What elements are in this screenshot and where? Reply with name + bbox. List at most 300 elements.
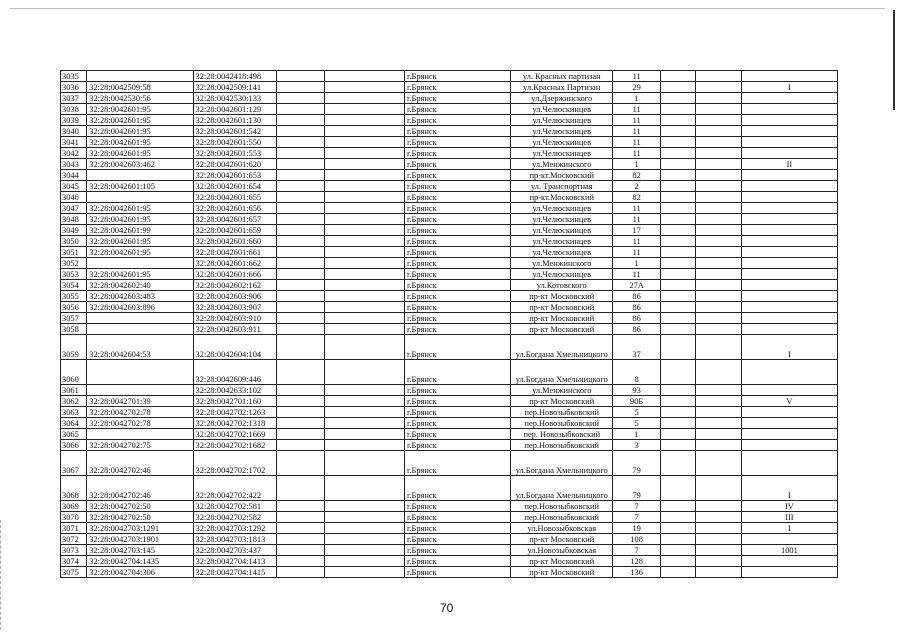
registry-table-container: [60, 70, 838, 578]
empty-cell: [696, 440, 742, 451]
empty-cell: [277, 556, 325, 567]
row-number-cell: 3070: [61, 512, 87, 523]
cadastral-number-cell: 32:28:0042702:422: [193, 476, 277, 501]
category-cell: [741, 291, 837, 302]
row-number-cell: 3045: [61, 181, 87, 192]
category-cell: [741, 236, 837, 247]
street-cell: ул.Богдана Хмельницкого: [511, 360, 613, 385]
parent-cadastral-cell: 32:28:0042702:46: [87, 451, 193, 476]
empty-cell: [277, 192, 325, 203]
city-cell: г.Брянск: [404, 104, 510, 115]
category-cell: [741, 203, 837, 214]
empty-cell: [660, 429, 695, 440]
parent-cadastral-cell: 32:28:0042703:1291: [87, 523, 193, 534]
street-cell: ул.Богдана Хмельницкого: [511, 451, 613, 476]
parent-cadastral-cell: 32:28:0042702:75: [87, 440, 193, 451]
empty-cell: [325, 192, 405, 203]
empty-cell: [660, 440, 695, 451]
category-cell: [741, 567, 837, 578]
category-cell: [741, 407, 837, 418]
empty-cell: [277, 302, 325, 313]
parent-cadastral-cell: [87, 385, 193, 396]
street-cell: пр-кт Московский: [511, 567, 613, 578]
empty-cell: [277, 170, 325, 181]
empty-cell: [660, 291, 695, 302]
empty-cell: [277, 181, 325, 192]
empty-cell: [696, 324, 742, 335]
street-cell: пр-кт Московский: [511, 313, 613, 324]
house-number-cell: 7: [613, 545, 661, 556]
row-number-cell: 3035: [61, 71, 87, 82]
cadastral-number-cell: 32:28:0042703:437: [193, 545, 277, 556]
row-number-cell: 3036: [61, 82, 87, 93]
empty-cell: [660, 170, 695, 181]
table-row: [61, 302, 838, 313]
street-cell: ул.Дзержинского: [511, 93, 613, 104]
street-cell: пер.Новозыбковский: [511, 501, 613, 512]
empty-cell: [325, 93, 405, 104]
row-number-cell: 3049: [61, 225, 87, 236]
street-cell: ул.Новозыбковская: [511, 545, 613, 556]
city-cell: г.Брянск: [404, 324, 510, 335]
empty-cell: [325, 291, 405, 302]
category-cell: [741, 269, 837, 280]
empty-cell: [277, 82, 325, 93]
parent-cadastral-cell: 32:28:0042601:99: [87, 225, 193, 236]
cadastral-number-cell: 32:28:0042601:129: [193, 104, 277, 115]
cadastral-number-cell: 32:28:0042702:1682: [193, 440, 277, 451]
empty-cell: [696, 291, 742, 302]
empty-cell: [660, 93, 695, 104]
empty-cell: [277, 545, 325, 556]
cadastral-number-cell: 32:28:0042702:1702: [193, 451, 277, 476]
cadastral-number-cell: 32:28:0042702:582: [193, 512, 277, 523]
empty-cell: [660, 407, 695, 418]
empty-cell: [696, 335, 742, 360]
row-number-cell: 3046: [61, 192, 87, 203]
category-cell: [741, 115, 837, 126]
house-number-cell: 19: [613, 523, 661, 534]
city-cell: г.Брянск: [404, 203, 510, 214]
empty-cell: [277, 236, 325, 247]
city-cell: г.Брянск: [404, 71, 510, 82]
house-number-cell: 11: [613, 115, 661, 126]
parent-cadastral-cell: [87, 313, 193, 324]
category-cell: [741, 104, 837, 115]
category-cell: [741, 170, 837, 181]
empty-cell: [325, 126, 405, 137]
empty-cell: [325, 148, 405, 159]
city-cell: г.Брянск: [404, 385, 510, 396]
empty-cell: [277, 567, 325, 578]
city-cell: г.Брянск: [404, 534, 510, 545]
house-number-cell: 82: [613, 192, 661, 203]
street-cell: ул.Менжинского: [511, 159, 613, 170]
empty-cell: [660, 418, 695, 429]
row-number-cell: 3047: [61, 203, 87, 214]
city-cell: г.Брянск: [404, 360, 510, 385]
city-cell: г.Брянск: [404, 269, 510, 280]
empty-cell: [660, 214, 695, 225]
house-number-cell: 17: [613, 225, 661, 236]
house-number-cell: 86: [613, 324, 661, 335]
table-row: [61, 159, 838, 170]
empty-cell: [696, 104, 742, 115]
empty-cell: [325, 385, 405, 396]
cadastral-number-cell: 32:28:0042601:661: [193, 247, 277, 258]
street-cell: пер.Новозыбковский: [511, 407, 613, 418]
category-cell: III: [741, 512, 837, 523]
table-row: [61, 137, 838, 148]
empty-cell: [325, 567, 405, 578]
city-cell: г.Брянск: [404, 258, 510, 269]
empty-cell: [325, 418, 405, 429]
parent-cadastral-cell: 32:28:0042603:896: [87, 302, 193, 313]
empty-cell: [325, 269, 405, 280]
empty-cell: [696, 556, 742, 567]
empty-cell: [660, 512, 695, 523]
parent-cadastral-cell: 32:28:0042703:145: [87, 545, 193, 556]
house-number-cell: 11: [613, 71, 661, 82]
table-row: [61, 93, 838, 104]
empty-cell: [696, 236, 742, 247]
street-cell: ул.Челюскинцев: [511, 104, 613, 115]
city-cell: г.Брянск: [404, 501, 510, 512]
row-number-cell: 3053: [61, 269, 87, 280]
parent-cadastral-cell: 32:28:0042604:53: [87, 335, 193, 360]
row-number-cell: 3038: [61, 104, 87, 115]
table-row: [61, 335, 838, 360]
city-cell: г.Брянск: [404, 82, 510, 93]
table-row: [61, 324, 838, 335]
row-number-cell: 3040: [61, 126, 87, 137]
table-row: [61, 501, 838, 512]
house-number-cell: 128: [613, 556, 661, 567]
parent-cadastral-cell: 32:28:0042702:78: [87, 418, 193, 429]
house-number-cell: 86: [613, 291, 661, 302]
empty-cell: [277, 71, 325, 82]
cadastral-number-cell: 32:28:0042601:542: [193, 126, 277, 137]
table-row: [61, 258, 838, 269]
row-number-cell: 3062: [61, 396, 87, 407]
cadastral-number-cell: 32:28:0042601:660: [193, 236, 277, 247]
category-cell: V: [741, 396, 837, 407]
table-row: [61, 214, 838, 225]
city-cell: г.Брянск: [404, 236, 510, 247]
empty-cell: [277, 440, 325, 451]
row-number-cell: 3059: [61, 335, 87, 360]
table-row: [61, 556, 838, 567]
street-cell: ул.Котовского: [511, 280, 613, 291]
cadastral-number-cell: 32:28:0042703:1813: [193, 534, 277, 545]
empty-cell: [325, 137, 405, 148]
category-cell: [741, 324, 837, 335]
empty-cell: [660, 181, 695, 192]
city-cell: г.Брянск: [404, 567, 510, 578]
row-number-cell: 3042: [61, 148, 87, 159]
table-row: [61, 396, 838, 407]
city-cell: г.Брянск: [404, 313, 510, 324]
empty-cell: [277, 451, 325, 476]
table-row: [61, 148, 838, 159]
parent-cadastral-cell: 32:28:0042702:46: [87, 476, 193, 501]
empty-cell: [660, 476, 695, 501]
empty-cell: [325, 534, 405, 545]
row-number-cell: 3037: [61, 93, 87, 104]
category-cell: I: [741, 82, 837, 93]
empty-cell: [325, 225, 405, 236]
empty-cell: [325, 302, 405, 313]
parent-cadastral-cell: [87, 360, 193, 385]
table-row: [61, 104, 838, 115]
row-number-cell: 3055: [61, 291, 87, 302]
category-cell: [741, 302, 837, 313]
city-cell: г.Брянск: [404, 291, 510, 302]
street-cell: ул.Челюскинцев: [511, 236, 613, 247]
cadastral-number-cell: 32:28:0042704:1415: [193, 567, 277, 578]
parent-cadastral-cell: 32:28:0042704:1435: [87, 556, 193, 567]
city-cell: г.Брянск: [404, 545, 510, 556]
empty-cell: [660, 396, 695, 407]
row-number-cell: 3057: [61, 313, 87, 324]
category-cell: [741, 451, 837, 476]
empty-cell: [325, 181, 405, 192]
house-number-cell: 86: [613, 302, 661, 313]
empty-cell: [277, 203, 325, 214]
cadastral-number-cell: 32:28:0042509:141: [193, 82, 277, 93]
city-cell: г.Брянск: [404, 418, 510, 429]
house-number-cell: 5: [613, 418, 661, 429]
table-row: [61, 280, 838, 291]
empty-cell: [277, 280, 325, 291]
empty-cell: [277, 214, 325, 225]
row-number-cell: 3066: [61, 440, 87, 451]
empty-cell: [696, 82, 742, 93]
empty-cell: [660, 258, 695, 269]
row-number-cell: 3068: [61, 476, 87, 501]
page-number: 70: [440, 601, 454, 615]
city-cell: г.Брянск: [404, 556, 510, 567]
cadastral-number-cell: 32:28:0042702:1263: [193, 407, 277, 418]
house-number-cell: 93: [613, 385, 661, 396]
cadastral-number-cell: 32:28:0042601:657: [193, 214, 277, 225]
house-number-cell: 11: [613, 269, 661, 280]
empty-cell: [660, 148, 695, 159]
house-number-cell: 11: [613, 104, 661, 115]
street-cell: ул.Менжинского: [511, 258, 613, 269]
empty-cell: [325, 545, 405, 556]
parent-cadastral-cell: [87, 429, 193, 440]
street-cell: ул.Челюскинцев: [511, 137, 613, 148]
row-number-cell: 3058: [61, 324, 87, 335]
parent-cadastral-cell: 32:28:0042702:50: [87, 512, 193, 523]
table-row: [61, 523, 838, 534]
table-row: [61, 181, 838, 192]
category-cell: IV: [741, 501, 837, 512]
category-cell: I: [741, 335, 837, 360]
parent-cadastral-cell: 32:28:0042601:95: [87, 115, 193, 126]
house-number-cell: 11: [613, 126, 661, 137]
empty-cell: [660, 247, 695, 258]
house-number-cell: 8: [613, 360, 661, 385]
empty-cell: [696, 418, 742, 429]
cadastral-number-cell: 32:28:0042603:910: [193, 313, 277, 324]
cadastral-number-cell: 32:28:0042601:653: [193, 170, 277, 181]
empty-cell: [660, 71, 695, 82]
house-number-cell: 29: [613, 82, 661, 93]
empty-cell: [277, 418, 325, 429]
street-cell: ул.Челюскинцев: [511, 247, 613, 258]
city-cell: г.Брянск: [404, 302, 510, 313]
city-cell: г.Брянск: [404, 137, 510, 148]
empty-cell: [277, 126, 325, 137]
empty-cell: [696, 159, 742, 170]
empty-cell: [660, 567, 695, 578]
parent-cadastral-cell: 32:28:0042509:58: [87, 82, 193, 93]
cadastral-number-cell: 32:28:0042633:102: [193, 385, 277, 396]
empty-cell: [696, 203, 742, 214]
row-number-cell: 3074: [61, 556, 87, 567]
table-row: [61, 269, 838, 280]
house-number-cell: 5: [613, 407, 661, 418]
street-cell: ул.Новозыбковская: [511, 523, 613, 534]
city-cell: г.Брянск: [404, 407, 510, 418]
row-number-cell: 3073: [61, 545, 87, 556]
cadastral-number-cell: 32:28:0042601:620: [193, 159, 277, 170]
street-cell: ул.Челюскинцев: [511, 148, 613, 159]
row-number-cell: 3060: [61, 360, 87, 385]
city-cell: г.Брянск: [404, 148, 510, 159]
street-cell: ул.Челюскинцев: [511, 225, 613, 236]
empty-cell: [277, 523, 325, 534]
row-number-cell: 3056: [61, 302, 87, 313]
house-number-cell: 86: [613, 313, 661, 324]
category-cell: [741, 247, 837, 258]
category-cell: [741, 280, 837, 291]
empty-cell: [325, 104, 405, 115]
parent-cadastral-cell: 32:28:0042601:95: [87, 137, 193, 148]
street-cell: пр-кт Московский: [511, 396, 613, 407]
parent-cadastral-cell: 32:28:0042601:95: [87, 148, 193, 159]
city-cell: г.Брянск: [404, 512, 510, 523]
empty-cell: [696, 280, 742, 291]
parent-cadastral-cell: [87, 324, 193, 335]
row-number-cell: 3061: [61, 385, 87, 396]
empty-cell: [325, 396, 405, 407]
empty-cell: [696, 451, 742, 476]
city-cell: г.Брянск: [404, 159, 510, 170]
table-row: [61, 291, 838, 302]
row-number-cell: 3051: [61, 247, 87, 258]
empty-cell: [696, 360, 742, 385]
city-cell: г.Брянск: [404, 225, 510, 236]
cadastral-number-cell: 32:28:0042601:662: [193, 258, 277, 269]
empty-cell: [696, 258, 742, 269]
empty-cell: [696, 385, 742, 396]
cadastral-number-cell: 32:28:0042601:656: [193, 203, 277, 214]
empty-cell: [696, 93, 742, 104]
empty-cell: [696, 302, 742, 313]
row-number-cell: 3050: [61, 236, 87, 247]
cadastral-number-cell: 32:28:0042601:550: [193, 137, 277, 148]
empty-cell: [660, 335, 695, 360]
cadastral-number-cell: 32:28:0042609:446: [193, 360, 277, 385]
parent-cadastral-cell: 32:28:0042603:483: [87, 291, 193, 302]
category-cell: [741, 418, 837, 429]
empty-cell: [696, 523, 742, 534]
empty-cell: [696, 534, 742, 545]
house-number-cell: 1: [613, 429, 661, 440]
table-row: [61, 82, 838, 93]
category-cell: [741, 385, 837, 396]
empty-cell: [696, 501, 742, 512]
empty-cell: [277, 258, 325, 269]
category-cell: [741, 258, 837, 269]
table-row: [61, 170, 838, 181]
empty-cell: [696, 512, 742, 523]
city-cell: г.Брянск: [404, 93, 510, 104]
empty-cell: [277, 148, 325, 159]
empty-cell: [325, 407, 405, 418]
empty-cell: [660, 236, 695, 247]
category-cell: [741, 556, 837, 567]
house-number-cell: 90Б: [613, 396, 661, 407]
table-row: [61, 192, 838, 203]
empty-cell: [696, 429, 742, 440]
category-cell: II: [741, 159, 837, 170]
house-number-cell: 1: [613, 258, 661, 269]
cadastral-number-cell: 32:28:0042603:906: [193, 291, 277, 302]
parent-cadastral-cell: 32:28:0042602:40: [87, 280, 193, 291]
table-row: [61, 407, 838, 418]
parent-cadastral-cell: 32:28:0042601:95: [87, 236, 193, 247]
street-cell: ул.Менжинского: [511, 385, 613, 396]
street-cell: пер.Новозыбковский: [511, 440, 613, 451]
empty-cell: [277, 291, 325, 302]
house-number-cell: 79: [613, 476, 661, 501]
street-cell: ул.Челюскинцев: [511, 115, 613, 126]
table-row: [61, 567, 838, 578]
house-number-cell: 79: [613, 451, 661, 476]
house-number-cell: 27А: [613, 280, 661, 291]
category-cell: [741, 534, 837, 545]
category-cell: I: [741, 523, 837, 534]
empty-cell: [325, 429, 405, 440]
cadastral-number-cell: 32:28:0042702:1318: [193, 418, 277, 429]
cadastral-number-cell: 32:28:0042601:655: [193, 192, 277, 203]
empty-cell: [660, 501, 695, 512]
empty-cell: [277, 269, 325, 280]
house-number-cell: 136: [613, 567, 661, 578]
street-cell: пр-кт Московский: [511, 556, 613, 567]
empty-cell: [660, 302, 695, 313]
house-number-cell: 11: [613, 247, 661, 258]
street-cell: ул.Красных Партизан: [511, 82, 613, 93]
row-number-cell: 3064: [61, 418, 87, 429]
empty-cell: [325, 258, 405, 269]
house-number-cell: 2: [613, 181, 661, 192]
empty-cell: [696, 71, 742, 82]
cadastral-number-cell: 32:28:0042703:1292: [193, 523, 277, 534]
empty-cell: [325, 440, 405, 451]
registry-table: [60, 70, 838, 578]
street-cell: пр-кт.Московский: [511, 170, 613, 181]
empty-cell: [325, 71, 405, 82]
category-cell: [741, 429, 837, 440]
table-row: [61, 476, 838, 501]
empty-cell: [277, 407, 325, 418]
row-number-cell: 3075: [61, 567, 87, 578]
